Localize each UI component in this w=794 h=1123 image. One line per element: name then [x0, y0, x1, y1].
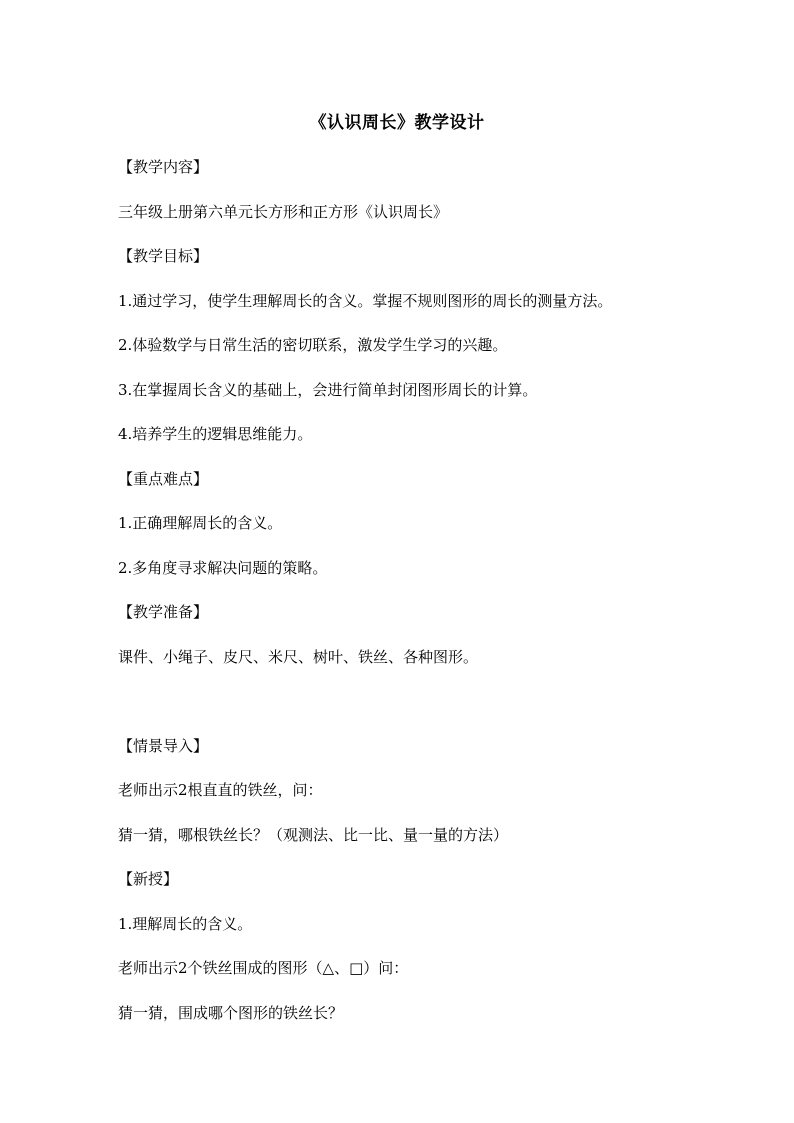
- paragraph-introduction-2: 猜一猜，哪根铁丝长？（观测法、比一比、量一量的方法）: [118, 826, 509, 844]
- paragraph-objective-1: 1.通过学习，使学生理解周长的含义。掌握不规则图形的周长的测量方法。: [118, 292, 613, 310]
- section-heading-new-lesson: 【新授】: [118, 870, 179, 888]
- section-heading-preparation: 【教学准备】: [118, 603, 209, 621]
- paragraph-content: 三年级上册第六单元长方形和正方形《认识周长》: [118, 203, 449, 221]
- paragraph-preparation: 课件、小绳子、皮尺、米尺、树叶、铁丝、各种图形。: [118, 648, 479, 666]
- section-heading-key-points: 【重点难点】: [118, 470, 209, 488]
- document-title: 《认识周长》教学设计: [309, 113, 485, 133]
- paragraph-introduction-1: 老师出示2根直直的铁丝，问：: [118, 781, 323, 799]
- paragraph-objective-2: 2.体验数学与日常生活的密切联系，激发学生学习的兴趣。: [118, 336, 508, 354]
- section-heading-introduction: 【情景导入】: [118, 737, 209, 755]
- paragraph-new-lesson-2: 老师出示2个铁丝围成的图形（△、□）问：: [118, 959, 409, 977]
- paragraph-objective-3: 3.在掌握周长含义的基础上，会进行简单封闭图形周长的计算。: [118, 381, 538, 399]
- paragraph-key-point-1: 1.正确理解周长的含义。: [118, 514, 283, 532]
- section-heading-objectives: 【教学目标】: [118, 247, 209, 265]
- paragraph-new-lesson-3: 猜一猜，围成哪个图形的铁丝长？: [118, 1004, 344, 1022]
- paragraph-objective-4: 4.培养学生的逻辑思维能力。: [118, 425, 313, 443]
- paragraph-new-lesson-1: 1.理解周长的含义。: [118, 915, 253, 933]
- section-heading-content: 【教学内容】: [118, 158, 209, 176]
- paragraph-key-point-2: 2.多角度寻求解决问题的策略。: [118, 559, 328, 577]
